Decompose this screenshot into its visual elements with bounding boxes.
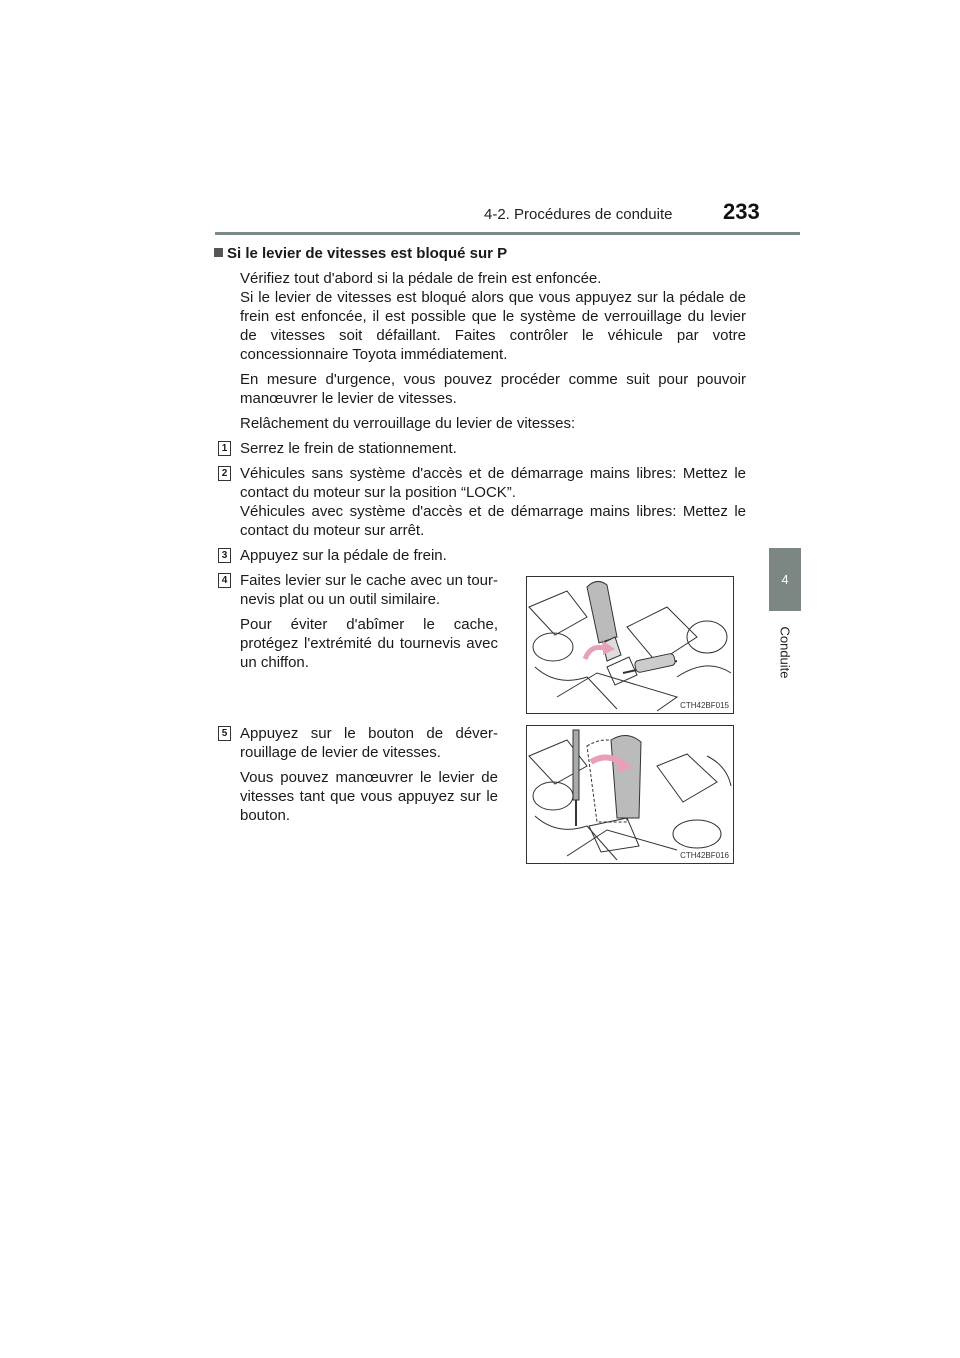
- step-text: Serrez le frein de stationnement.: [240, 440, 457, 457]
- section-heading-text: Si le levier de vitesses est bloqué sur P: [227, 245, 508, 262]
- paragraph: En mesure d'urgence, vous pouvez procéder comme suit pour pouvoir manœuvrer le levier de vitesses.: [240, 371, 746, 407]
- chapter-tab: [769, 548, 801, 611]
- chapter-label: [770, 617, 800, 687]
- step-text: Faites levier sur le cache avec un tournevis plat ou un outil similaire.: [240, 572, 498, 608]
- step-text: Véhicules sans système d'accès et de démarrage mains libres: Mettez le contact du moteur sur la position “LOCK”.: [240, 465, 746, 501]
- figure-caption: CTH42BF016: [680, 851, 729, 860]
- header-divider: [215, 232, 800, 235]
- step-note: Pour éviter d'abîmer le cache, protégez l'extrémité du tournevis avec un chiffon.: [240, 616, 498, 671]
- step-3: [221, 546, 746, 565]
- step-number: 3: [218, 548, 231, 563]
- step-number: 1: [218, 441, 231, 456]
- step-number: 5: [218, 726, 231, 741]
- chapter-label-text: Conduite: [777, 625, 793, 679]
- step-text: Appuyez sur le bouton de déverrouillage de levier de vitesses.: [240, 725, 498, 761]
- step-text: Véhicules avec système d'accès et de démarrage mains libres: Mettez le contact du moteur sur arrêt.: [240, 503, 746, 539]
- step-4: [221, 571, 498, 672]
- square-bullet-icon: [214, 248, 223, 257]
- shift-lock-release-illustration: [527, 726, 733, 863]
- step-number: 2: [218, 466, 231, 481]
- section-heading: [214, 244, 746, 263]
- page-number: 233: [723, 199, 760, 224]
- figure-shift-release: [526, 725, 734, 864]
- paragraph: Si le levier de vitesses est bloqué alors que vous appuyez sur la pédale de frein est enfoncée, il est possible que le système de verrouillage du levier de vitesses soit défaillant. Faites contrôler le véhicule par votre concessionnaire Toyota immédiatement.: [240, 289, 746, 363]
- figure-caption: CTH42BF015: [680, 701, 729, 710]
- paragraph: Relâchement du verrouillage du levier de vitesses:: [240, 415, 576, 432]
- shift-lever-cover-illustration: [527, 577, 733, 713]
- paragraph: Vérifiez tout d'abord si la pédale de frein est enfoncée.: [240, 270, 602, 287]
- step-1: [221, 439, 746, 458]
- step-2: [221, 464, 746, 540]
- figure-shift-cover: [526, 576, 734, 714]
- step-note: Vous pouvez manœuvrer le levier de vitesses tant que vous appuyez sur le bouton.: [240, 769, 498, 824]
- step-5: [221, 724, 498, 825]
- step-text: Appuyez sur la pédale de frein.: [240, 547, 447, 564]
- step-number: 4: [218, 573, 231, 588]
- chapter-number: 4: [781, 572, 789, 587]
- header-section-title: 4-2. Procédures de conduite: [484, 206, 673, 223]
